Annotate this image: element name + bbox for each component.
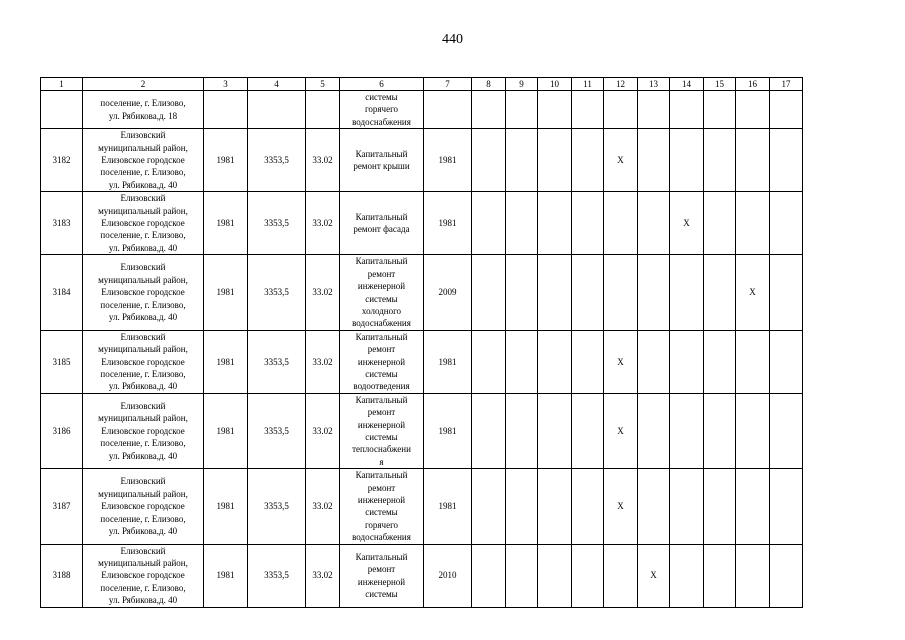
mark-cell-col-16 [736,192,770,255]
column-header-row [41,78,803,91]
address-cell [83,393,204,468]
address-line: Елизовское городское [101,356,185,367]
column-header: 13 [638,78,670,91]
address-line: Елизовское городское [101,570,185,581]
address-line: Елизовский [120,400,166,411]
column-header: 7 [424,78,472,91]
address-line: муниципальный район, [98,488,188,499]
mark-cell-col-13 [638,129,670,192]
column-header: 12 [604,78,638,91]
address-line: поселение, г. Елизово, [100,438,186,449]
row-number-cell: 3183 [41,192,83,255]
row-number-cell: 3186 [41,393,83,468]
column-header: 14 [670,78,704,91]
year-cell: 1981 [204,393,248,468]
area-cell: 3353,5 [248,544,306,607]
mark-cell-col-14 [670,255,704,330]
address-cell [83,192,204,255]
table-row [41,544,803,607]
column-header: 15 [704,78,736,91]
mark-cell-col-14 [670,330,704,393]
work-line: ремонт [367,564,396,575]
mark-cell-col-17 [770,330,803,393]
mark-cell-col-9 [506,330,538,393]
mark-cell-col-16 [736,91,770,129]
work-line: системы [365,431,398,442]
address-line: ул. Рябикова,д. 40 [108,450,178,461]
mark-cell-col-8 [472,91,506,129]
mark-cell-col-12: X [604,469,638,544]
mark-cell-col-17 [770,192,803,255]
address-line: Елизовское городское [101,425,185,436]
address-line: муниципальный район, [98,142,188,153]
mark-cell-col-13 [638,469,670,544]
address-line: поселение, г. Елизово, [100,582,186,593]
address-line: Елизовский [120,193,166,204]
row-number-cell [41,91,83,129]
address-cell [83,544,204,607]
mark-cell-col-13: X [638,544,670,607]
register-table [40,77,803,608]
address-line: ул. Рябикова,д. 18 [108,110,178,121]
mark-cell-col-11 [572,255,604,330]
column-header: 9 [506,78,538,91]
address-cell [83,255,204,330]
work-line: инженерной [357,281,406,292]
mark-cell-col-8 [472,192,506,255]
mark-cell-col-11 [572,393,604,468]
work-cell [340,91,424,129]
mark-cell-col-8 [472,255,506,330]
work-line: системы [365,293,398,304]
work-cell [340,129,424,192]
mark-cell-col-11 [572,469,604,544]
mark-cell-col-16 [736,129,770,192]
address-line: Елизовский [120,476,166,487]
mark-cell-col-17 [770,91,803,129]
column-header: 11 [572,78,604,91]
work-line: ремонт [367,482,396,493]
work-year-cell [424,91,472,129]
mark-cell-col-10 [538,255,572,330]
mark-cell-col-8 [472,544,506,607]
address-line: Елизовский [120,130,166,141]
work-line: ремонт крыши [353,161,410,172]
mark-cell-col-17 [770,544,803,607]
address-line: поселение, г. Елизово, [100,230,186,241]
mark-cell-col-15 [704,192,736,255]
address-line: муниципальный район, [98,413,188,424]
address-line: Елизовское городское [101,155,185,166]
work-line: инженерной [357,495,406,505]
code-cell: 33.02 [306,393,340,468]
mark-cell-col-12: X [604,129,638,192]
mark-cell-col-12: X [604,393,638,468]
work-line: водоснабжения [352,318,411,329]
address-line: поселение, г. Елизово, [100,98,186,109]
mark-cell-col-9 [506,192,538,255]
mark-cell-col-17 [770,393,803,468]
mark-cell-col-8 [472,330,506,393]
address-line: Елизовский [120,331,166,342]
address-line: Елизовское городское [101,218,185,229]
address-line: поселение, г. Елизово, [100,299,186,310]
table-row [41,330,803,393]
mark-cell-col-11 [572,129,604,192]
code-cell: 33.02 [306,129,340,192]
work-line: горячего [364,104,399,115]
code-cell: 33.02 [306,469,340,544]
work-line: холодного [361,305,402,316]
mark-cell-col-13 [638,91,670,129]
address-line: муниципальный район, [98,274,188,285]
address-line: поселение, г. Елизово, [100,368,186,379]
mark-cell-col-9 [506,255,538,330]
column-header: 5 [306,78,340,91]
mark-cell-col-14 [670,91,704,129]
mark-cell-col-17 [770,129,803,192]
mark-cell-col-14 [670,129,704,192]
area-cell: 3353,5 [248,192,306,255]
address-line: ул. Рябикова,д. 40 [108,312,178,323]
mark-cell-col-12: X [604,330,638,393]
work-line: Капитальный [355,394,408,405]
register-table-body [41,78,803,608]
table-row [41,393,803,468]
column-header: 10 [538,78,572,91]
mark-cell-col-17 [770,469,803,544]
work-cell [340,544,424,607]
mark-cell-col-15 [704,129,736,192]
table-row [41,91,803,129]
address-cell [83,330,204,393]
address-line: ул. Рябикова,д. 40 [108,242,178,253]
table-row [41,192,803,255]
mark-cell-col-15 [704,469,736,544]
area-cell: 3353,5 [248,469,306,544]
work-cell [340,469,424,544]
mark-cell-col-9 [506,469,538,544]
work-year-cell: 1981 [424,129,472,192]
row-number-cell: 3187 [41,469,83,544]
mark-cell-col-15 [704,91,736,129]
column-header: 16 [736,78,770,91]
work-line: Капитальный [355,331,408,342]
work-year-cell: 1981 [424,192,472,255]
area-cell: 3353,5 [248,393,306,468]
mark-cell-col-16: X [736,255,770,330]
mark-cell-col-12 [604,192,638,255]
column-header: 1 [41,78,83,91]
work-line: инженерной [357,576,406,587]
mark-cell-col-9 [506,129,538,192]
work-line: водоотведения [353,381,410,392]
work-line: Капитальный [355,148,408,159]
address-line: Елизовский [120,262,166,273]
year-cell: 1981 [204,469,248,544]
mark-cell-col-10 [538,544,572,607]
mark-cell-col-12 [604,544,638,607]
work-line: Капитальный [355,551,408,562]
column-header: 4 [248,78,306,91]
work-cell [340,192,424,255]
mark-cell-col-8 [472,469,506,544]
work-line: Капитальный [355,470,408,481]
column-header: 8 [472,78,506,91]
row-number-cell: 3184 [41,255,83,330]
area-cell [248,91,306,129]
mark-cell-col-9 [506,544,538,607]
area-cell: 3353,5 [248,129,306,192]
mark-cell-col-16 [736,469,770,544]
mark-cell-col-12 [604,255,638,330]
mark-cell-col-14 [670,544,704,607]
mark-cell-col-13 [638,330,670,393]
mark-cell-col-13 [638,393,670,468]
code-cell: 33.02 [306,255,340,330]
work-year-cell: 1981 [424,469,472,544]
mark-cell-col-16 [736,544,770,607]
work-line: инженерной [357,356,406,367]
address-line: поселение, г. Елизово, [100,513,186,524]
mark-cell-col-12 [604,91,638,129]
code-cell [306,91,340,129]
mark-cell-col-16 [736,393,770,468]
column-header: 2 [83,78,204,91]
mark-cell-col-13 [638,192,670,255]
row-number-cell: 3182 [41,129,83,192]
work-line: теплоснабжени [352,444,411,455]
mark-cell-col-10 [538,192,572,255]
address-cell [83,469,204,544]
work-year-cell: 2010 [424,544,472,607]
mark-cell-col-16 [736,330,770,393]
mark-cell-col-13 [638,255,670,330]
work-cell [340,330,424,393]
mark-cell-col-14: X [670,192,704,255]
work-line: системы [365,589,398,600]
column-header: 17 [770,78,803,91]
mark-cell-col-10 [538,91,572,129]
work-year-cell: 1981 [424,330,472,393]
mark-cell-col-11 [572,330,604,393]
work-line: водоснабжения [352,116,411,127]
mark-cell-col-8 [472,129,506,192]
address-line: Елизовское городское [101,287,185,298]
year-cell: 1981 [204,330,248,393]
table-row [41,255,803,330]
work-line: Капитальный [355,211,408,222]
work-line: инженерной [357,419,406,430]
address-line: Елизовское городское [101,501,185,512]
mark-cell-col-8 [472,393,506,468]
work-year-cell: 1981 [424,393,472,468]
year-cell: 1981 [204,129,248,192]
work-line: водоснабжения [352,532,411,543]
work-year-cell: 2009 [424,255,472,330]
code-cell: 33.02 [306,192,340,255]
address-line: поселение, г. Елизово, [100,167,186,178]
address-cell [83,129,204,192]
address-line: Елизовский [120,545,166,556]
code-cell: 33.02 [306,330,340,393]
work-cell [340,255,424,330]
year-cell: 1981 [204,192,248,255]
address-line: ул. Рябикова,д. 40 [108,381,178,392]
mark-cell-col-15 [704,255,736,330]
year-cell: 1981 [204,544,248,607]
page-number: 440 [442,32,463,47]
address-cell [83,91,204,129]
mark-cell-col-9 [506,91,538,129]
area-cell: 3353,5 [248,255,306,330]
mark-cell-col-15 [704,544,736,607]
address-line: ул. Рябикова,д. 40 [108,595,178,606]
mark-cell-col-10 [538,469,572,544]
work-line: системы [365,507,398,518]
address-line: муниципальный район, [98,344,188,355]
mark-cell-col-11 [572,91,604,129]
work-line: я [379,456,384,467]
mark-cell-col-17 [770,255,803,330]
year-cell: 1981 [204,255,248,330]
mark-cell-col-9 [506,393,538,468]
mark-cell-col-15 [704,393,736,468]
address-line: муниципальный район, [98,205,188,216]
mark-cell-col-11 [572,544,604,607]
work-line: ремонт [367,344,396,355]
mark-cell-col-10 [538,129,572,192]
work-line: системы [365,368,398,379]
code-cell: 33.02 [306,544,340,607]
address-line: муниципальный район, [98,558,188,569]
work-cell [340,393,424,468]
row-number-cell: 3185 [41,330,83,393]
address-line: ул. Рябикова,д. 40 [108,526,178,537]
column-header: 3 [204,78,248,91]
work-line: ремонт [367,407,396,418]
mark-cell-col-10 [538,330,572,393]
table-row [41,129,803,192]
mark-cell-col-15 [704,330,736,393]
column-header: 6 [340,78,424,91]
table-row [41,469,803,544]
area-cell: 3353,5 [248,330,306,393]
work-line: ремонт фасада [353,224,410,235]
work-line: горячего [364,519,399,530]
mark-cell-col-14 [670,469,704,544]
work-line: системы [365,92,398,102]
work-line: ремонт [367,268,396,279]
mark-cell-col-11 [572,192,604,255]
mark-cell-col-14 [670,393,704,468]
address-line: ул. Рябикова,д. 40 [108,179,178,190]
mark-cell-col-10 [538,393,572,468]
row-number-cell: 3188 [41,544,83,607]
work-line: Капитальный [355,256,408,267]
year-cell [204,91,248,129]
